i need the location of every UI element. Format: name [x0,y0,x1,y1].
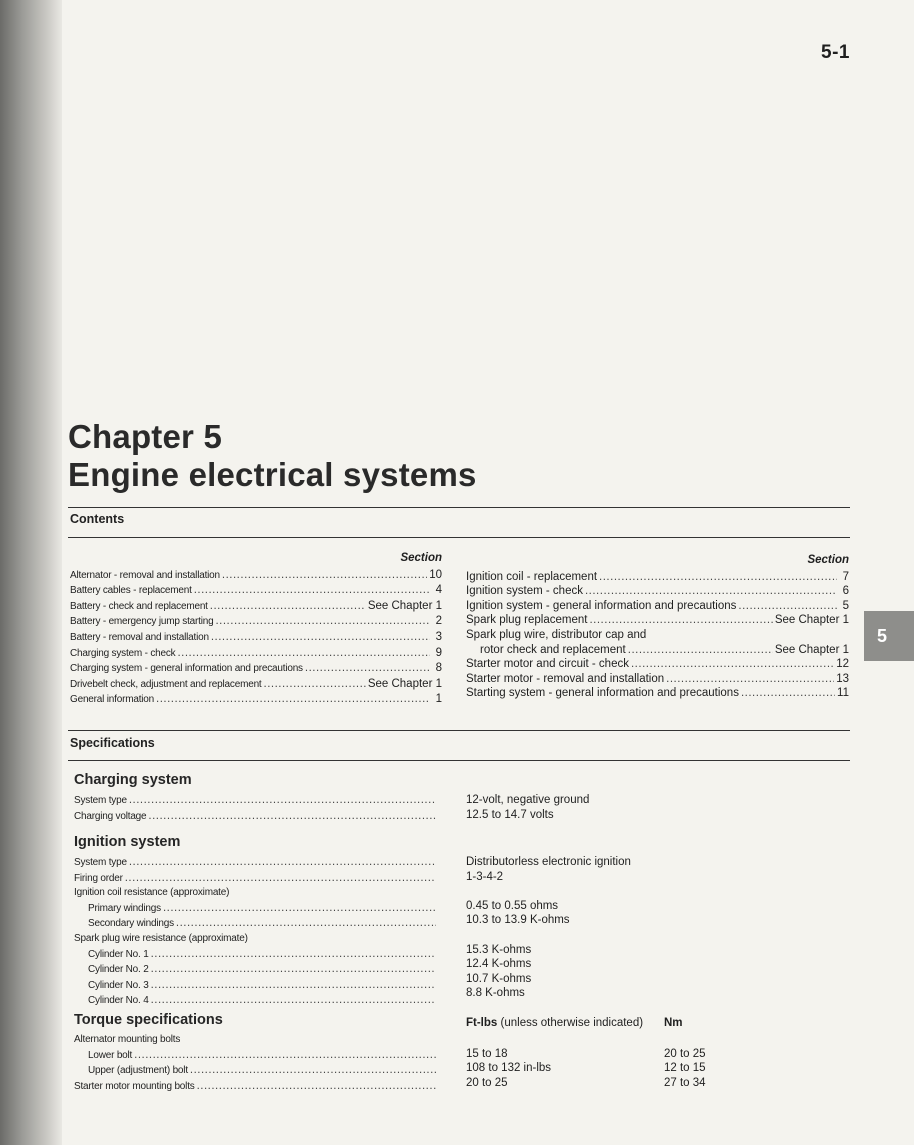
torque-nm-value: 27 to 34 [664,1076,706,1089]
toc-entry[interactable]: Ignition system - general information and precautions ..... 5 [466,599,849,614]
chapter-tab [864,611,914,661]
torque-nm-value: 20 to 25 [664,1047,706,1060]
ignition-system-block [74,833,438,1009]
torque-ftlbs-value: 108 to 132 in-lbs [466,1062,552,1075]
spec-value: 15.3 K-ohms [466,943,532,956]
toc-entry[interactable]: Spark plug wire, distributor cap and [466,628,647,641]
chapter-tab-label: 5 [876,625,887,646]
spec-row: Secondary windings ..... [74,916,438,932]
torque-nm-column [664,1016,706,1090]
spec-row: Firing order ..... [74,871,438,887]
spec-row: Charging voltage ..... [74,809,438,825]
section-column-label: Section [400,552,442,564]
toc-entry[interactable]: Charging system - check ..... 9 [70,646,442,662]
spec-row: Cylinder No. 4 ..... [74,993,438,1009]
chapter-number-title: Chapter 5 [68,418,223,455]
toc-entry[interactable]: Ignition system - check ..... 6 [466,584,849,599]
charging-system-heading: Charging system [74,772,192,788]
toc-entry[interactable]: Battery - emergency jump starting ..... 2 [70,614,442,630]
toc-entry[interactable]: Alternator - removal and installation ..... 10 [70,568,442,584]
spec-row: Upper (adjustment) bolt ..... [74,1063,438,1079]
spec-row: Starter motor mounting bolts ..... [74,1079,438,1095]
spec-row: Spark plug wire resistance (approximate) [74,932,248,944]
spec-row: Cylinder No. 2 ..... [74,962,438,978]
page-binding-shadow [0,0,62,1145]
spec-row: Ignition coil resistance (approximate) [74,887,230,899]
title-rule [68,507,850,508]
toc-entry[interactable]: Battery - removal and installation ..... 3 [70,630,442,646]
unit-note: (unless otherwise indicated) [500,1017,644,1029]
spec-row: Primary windings ..... [74,901,438,917]
specifications-heading: Specifications [70,736,155,750]
torque-ftlbs-value: 20 to 25 [466,1076,508,1089]
toc-entry[interactable]: Starting system - general information and precautions ..... 11 [466,686,849,701]
spec-row: Cylinder No. 3 ..... [74,978,438,994]
spec-row: System type ..... [74,855,438,871]
toc-entry[interactable]: General information ..... 1 [70,692,442,708]
toc-entry[interactable]: Battery cables - replacement ..... 4 [70,583,442,599]
toc-entry[interactable]: rotor check and replacement ..... See Chapter 1 [466,643,849,658]
chapter-title: Engine electrical systems [68,456,477,493]
charging-system-block [74,771,438,824]
specifications-top-rule [68,730,850,731]
charging-system-values [466,793,589,822]
toc-entry[interactable]: Battery - check and replacement ..... See Chapter 1 [70,599,442,615]
ignition-system-values [466,855,631,1001]
specifications-rule [68,760,850,761]
spec-value: 12.5 to 14.7 volts [466,808,554,821]
spec-value: 0.45 to 0.55 ohms [466,899,559,912]
ignition-system-heading: Ignition system [74,834,181,850]
contents-rule [68,537,850,538]
torque-ftlbs-value: 15 to 18 [466,1047,508,1060]
torque-specifications-block [74,1011,438,1094]
spec-value: Distributorless electronic ignition [466,856,631,868]
torque-unit-header [466,1016,643,1031]
ftlbs-unit-label: Ft-lbs [466,1017,498,1029]
spec-value: 1-3-4-2 [466,870,504,883]
contents-left-column [70,551,442,708]
nm-unit-label: Nm [664,1017,683,1029]
spec-row: Lower bolt ..... [74,1048,438,1064]
spec-value: 12.4 K-ohms [466,958,532,971]
spec-value: 12-volt, negative ground [466,794,590,806]
chapter-title-block [68,418,477,494]
toc-entry[interactable]: Spark plug replacement ..... See Chapter 1 [466,613,849,628]
spec-row: Alternator mounting bolts [74,1034,181,1045]
toc-entry[interactable]: Charging system - general information and precautions ..... 8 [70,661,442,677]
toc-entry[interactable]: Starter motor and circuit - check ..... 12 [466,657,849,672]
toc-entry[interactable]: Drivebelt check, adjustment and replacement ..... See Chapter 1 [70,677,442,693]
spec-value: 10.7 K-ohms [466,972,532,985]
toc-entry[interactable]: Starter motor - removal and installation ..... 13 [466,672,849,687]
torque-nm-value: 12 to 15 [664,1062,706,1075]
spec-value: 10.3 to 13.9 K-ohms [466,914,570,927]
spec-value: 8.8 K-ohms [466,987,525,1000]
spec-row: Cylinder No. 1 ..... [74,947,438,963]
section-column-label: Section [807,554,849,566]
contents-right-column [466,553,849,701]
torque-ftlbs-column [466,1016,643,1090]
toc-entry[interactable]: Ignition coil - replacement ..... 7 [466,570,849,585]
page-number: 5-1 [821,42,850,63]
contents-heading: Contents [70,512,125,526]
torque-specifications-heading: Torque specifications [74,1012,223,1028]
spec-row: System type ..... [74,793,438,809]
